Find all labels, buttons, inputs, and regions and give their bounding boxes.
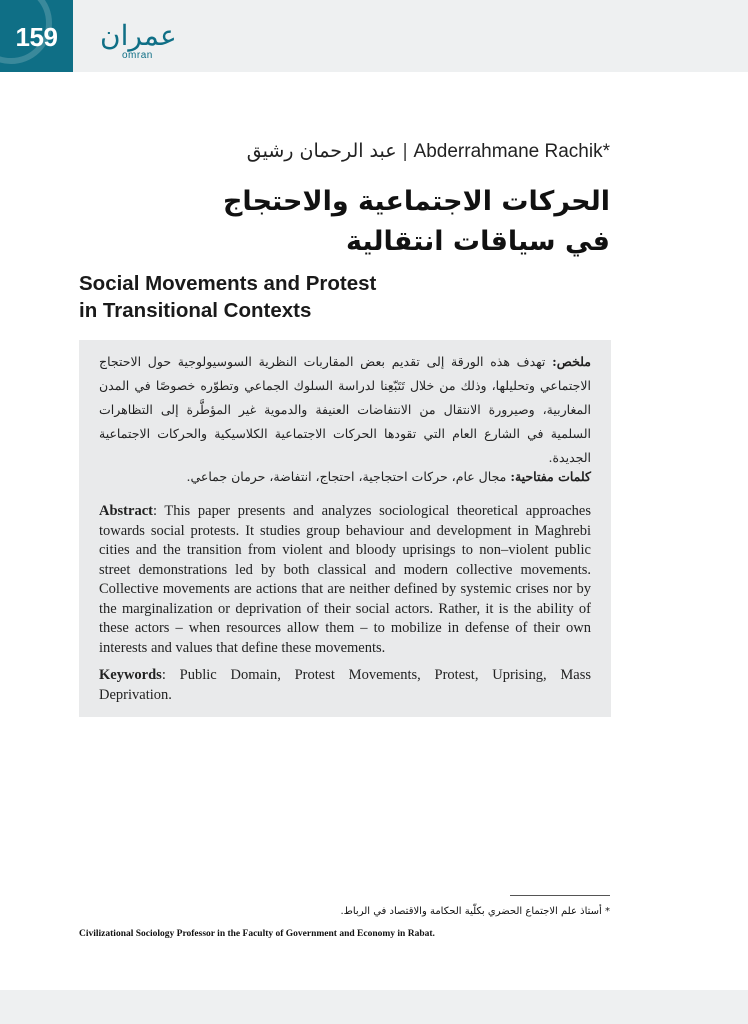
author-line [247, 140, 610, 163]
english-title [79, 270, 599, 324]
arabic-title-line-1: الحركات الاجتماعية والاحتجاج [222, 186, 610, 217]
arabic-abstract-text: تهدف هذه الورقة إلى تقديم بعض المقاربات النظرية السوسيولوجية حول الاحتجاج الاجتماعي وتحليلها، وذلك من خلال تَتَبّعِنا لدراسة السلوك الجماعي وتطوّره خصوصًا في المدن المغاربية، وصيرورة الانتقال من الانتفاضات العنيفة والدموية غير المؤطَّرة إلى التظاهرات السلمية في الشارع العام التي تقودها الحركات الاجتماعية الكلاسيكية والحركات الاجتماعية الجديدة. [99, 354, 591, 465]
logo-arabic-text: عمران [100, 19, 177, 52]
footnote-english: Civilizational Sociology Professor in the Faculty of Government and Economy in Rabat. [79, 929, 435, 939]
english-abstract [99, 502, 591, 658]
arabic-keywords-text: مجال عام، حركات احتجاجية، احتجاج، انتفاضة، حرمان جماعي. [186, 469, 507, 484]
arabic-keywords [99, 466, 591, 488]
author-separator: | [402, 141, 408, 162]
logo-latin-text: omran [122, 50, 153, 61]
journal-logo [92, 18, 177, 64]
english-title-line-1: Social Movements and Protest [79, 272, 377, 295]
footer-band [0, 990, 748, 1024]
footnote-mark: * [605, 906, 610, 917]
page-number: 159 [15, 22, 58, 52]
abstract-box [79, 340, 611, 717]
english-keywords [99, 666, 591, 705]
english-keywords-text: : Public Domain, Protest Movements, Protest, Uprising, Mass Deprivation. [99, 667, 591, 703]
english-abstract-text: : This paper presents and analyzes sociological theoretical approaches towards social protests. It studies group behaviour and development in Maghrebi cities and the transition from violent and bloody uprisings to non–violent public street demonstrations led by both classical and modern collective movements. Collective movements are actions that are neither defined by systemic crises nor by the marginalization or deprivation of their social actors. Rather, it is the ability of these actors – when resources allow them – to mobilize in defense of their own interests and values that define these movements. [99, 503, 591, 656]
arabic-abstract-label: ملخص: [552, 354, 591, 369]
english-keywords-label: Keywords [99, 667, 162, 683]
footnote-arabic [110, 904, 610, 920]
author-name-latin: Abderrahmane Rachik [413, 141, 603, 162]
arabic-title [90, 182, 610, 262]
author-name-arabic: عبد الرحمان رشيق [246, 140, 397, 162]
footnote-divider [510, 895, 610, 896]
author-footnote-mark: * [602, 141, 610, 162]
english-title-line-2: in Transitional Contexts [79, 299, 312, 322]
arabic-title-line-2: في سياقات انتقالية [346, 226, 610, 257]
footnote-arabic-text: أستاذ علم الاجتماع الحضري بكلّية الحكامة والاقتصاد في الرباط. [340, 906, 602, 917]
english-abstract-label: Abstract [99, 503, 153, 519]
page-number-tab [0, 0, 73, 72]
arabic-keywords-label: كلمات مفتاحية: [510, 469, 591, 484]
arabic-abstract [99, 350, 591, 470]
